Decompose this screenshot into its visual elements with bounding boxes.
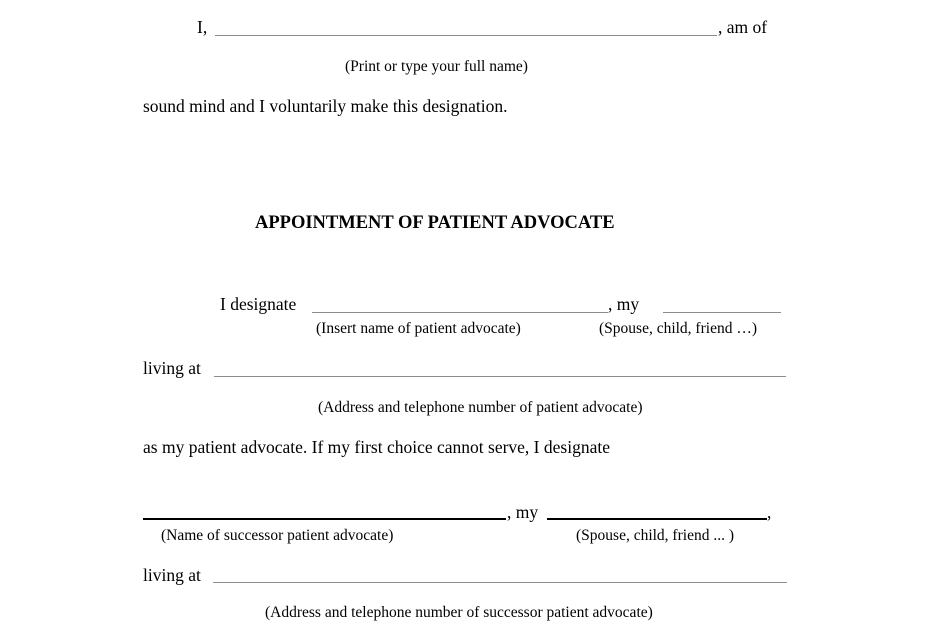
advocate-relation-caption: (Spouse, child, friend …) xyxy=(599,320,757,337)
advocate-relation-field[interactable] xyxy=(663,312,781,313)
successor-relation-caption: (Spouse, child, friend ... ) xyxy=(576,527,734,544)
advocate-name-caption: (Insert name of patient advocate) xyxy=(316,320,521,337)
declaration-continuation: sound mind and I voluntarily make this designation. xyxy=(143,96,508,116)
advocate-name-field[interactable] xyxy=(312,312,608,313)
successor-name-caption: (Name of successor patient advocate) xyxy=(161,527,394,544)
successor-suffix: , xyxy=(767,502,772,522)
successor-name-field[interactable] xyxy=(143,518,506,520)
successor-address-label: living at xyxy=(143,565,201,585)
designate-prefix: I designate xyxy=(220,294,297,314)
declaration-prefix: I, xyxy=(197,17,208,37)
advocate-address-label: living at xyxy=(143,358,201,378)
advocate-continuation: as my patient advocate. If my first choice cannot serve, I designate xyxy=(143,437,610,457)
successor-address-field[interactable] xyxy=(213,582,787,583)
advocate-address-caption: (Address and telephone number of patient advocate) xyxy=(318,399,643,416)
full-name-field[interactable] xyxy=(215,35,717,36)
successor-relation-field[interactable] xyxy=(547,518,767,520)
successor-address-caption: (Address and telephone number of successor patient advocate) xyxy=(265,604,653,621)
designate-mid: , my xyxy=(608,294,640,314)
full-name-caption: (Print or type your full name) xyxy=(345,58,528,75)
successor-mid: , my xyxy=(507,502,539,522)
advocate-address-field[interactable] xyxy=(214,376,786,377)
declaration-suffix: , am of xyxy=(718,17,768,37)
section-title: APPOINTMENT OF PATIENT ADVOCATE xyxy=(255,213,615,233)
